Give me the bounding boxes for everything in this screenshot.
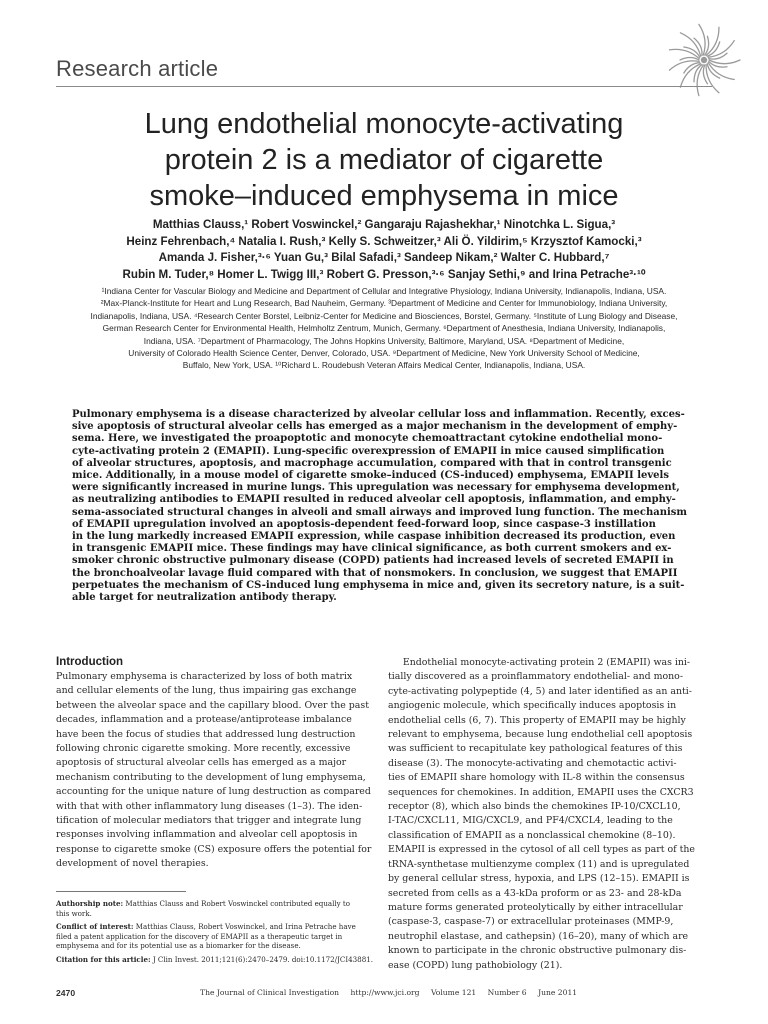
introduction-heading: Introduction [56,656,124,668]
footer-journal-info [200,988,586,997]
body-line: Pulmonary emphysema is characterized by loss of both matrix [56,671,353,682]
note-text: filed a patent application for the discovery of EMAPII as a therapeutic target in [56,931,343,941]
citation-note-label: Citation for this article: [56,954,151,964]
body-line: between the alveolar space and the capillary blood. Over the past [56,699,369,711]
body-line: and cellular elements of the lung, thus impairing gas exchange [56,685,357,697]
logo-ray [680,58,699,60]
logo-ray [684,63,700,73]
jci-starburst-logo-icon [664,20,744,100]
abstract-line: sema. Here, we investigated the proapoptotic and monocyte chemoattractant cytokine endothelial mono- [72,433,663,445]
abstract-line: sema-associated structural changes in alveoli and small airways and improved lung function. The mechanism [72,506,687,518]
footnotes [56,899,376,969]
body-line: disease (3). The monocyte-activating and chemotactic activi- [388,757,677,769]
footer-number: Number 6 [487,988,527,997]
title-line: smoke–induced emphysema in mice [149,180,619,212]
section-label: Research article [56,56,219,81]
body-line: neutrophil elastase, and cathepsin) (16–20), many of which are [388,930,689,942]
author-line: Amanda J. Fisher,³·⁶ Yuan Gu,³ Bilal Safadi,³ Sandeep Nikam,² Walter C. Hubbard,⁷ [158,251,610,265]
body-line: known to participate in the chronic obstructive pulmonary dis- [388,945,687,957]
authorship-note-label: Authorship note: [56,899,124,908]
body-line: have been the focus of studies that addressed lung destruction [56,728,356,740]
body-line: ease (COPD) lung pathobiology (21). [388,959,563,971]
note-text: this work. [56,908,92,918]
body-line: (caspase-3, caspase-7) or extracellular proteinases (MMP-9, [388,916,674,928]
body-line: sequences for chemokines. In addition, EMAPII uses the CXCR3 [388,786,694,798]
body-line: response to cigarette smoke (CS) exposure offers the potential for [56,843,372,855]
title-line: protein 2 is a mediator of cigarette [164,144,604,176]
body-line: decades, inflammation and a protease/antiprotease imbalance [56,714,352,726]
author-list [56,217,712,283]
body-line: secreted from cells as a 43-kDa proform or as 23- and 28-kDa [388,887,682,899]
body-line: with that with other inflammatory lung diseases (1–3). The iden- [56,800,363,812]
article-title [56,106,712,214]
title-line: Lung endothelial monocyte-activating [144,108,624,140]
body-line: receptor (8), which also binds the chemokines IP-10/CXCL10, [388,801,681,813]
logo-ray [697,65,703,96]
abstract-line: in the lung markedly increased EMAPII expression, while caspase inhibition decreased its production, even [72,531,676,543]
author-line: Matthias Clauss,¹ Robert Voswinckel,² Gangaraju Rajashekhar,¹ Ninotchka L. Sigua,³ [152,218,616,231]
author-line: Heinz Fehrenbach,⁴ Natalia I. Rush,³ Kelly S. Schweitzer,³ Ali Ö. Yildirim,⁵ Krzysztof Kamocki,³ [126,234,642,248]
abstract-line: able target for neutralization antibody therapy. [72,592,337,604]
note-text: Matthias Clauss, Robert Voswinckel, and Irina Petrache have [133,922,356,932]
body-line: cyte-activating polypeptide (4, 5) and later identified as an anti- [388,685,692,697]
abstract-line: of alveolar structures, apoptosis, and macrophage accumulation, compared with that in control transgenic [72,457,672,469]
body-line: classification of EMAPII as a nonclassical chemokine (8–10). [388,829,676,841]
affiliation-line: ¹Indiana Center for Vascular Biology and Medicine and Department of Cellular and Integrative Physiology, Indiana University, Indianapolis, Indiana, USA. [101,286,667,296]
body-line: I-TAC/CXCL11, MIG/CXCL9, and PF4/CXCL4, leading to the [388,815,673,827]
note-text: emphysema and for its potential use as a biomarker for the disease. [56,941,301,951]
footer-volume: Volume 121 [430,988,477,997]
affiliation-line: University of Colorado Health Science Center, Denver, Colorado, USA. ⁹Department of Medicine, New York University School of Medicine, [128,348,640,359]
abstract-line: of EMAPII upregulation involved an apoptosis-dependent feed-forward loop, since caspase-3 instillation [72,518,656,530]
abstract-line: sive apoptosis of structural alveolar cells has emerged as a major mechanism in the development of emphy- [72,421,678,433]
affiliation-line: German Research Center for Environmental Health, Helmholtz Zentrum, Munich, Germany. ⁶Department of Anesthesia, Indiana University, Indianapolis, [102,323,666,334]
body-line: was sufficient to recapitulate key pathological features of this [388,743,683,755]
body-line: by general cellular stress, hypoxia, and LPS (12–15). EMAPII is [388,873,690,885]
body-line: mechanism contributing to the development of lung emphysema, [56,771,366,783]
abstract-line: were significantly increased in murine lungs. This upregulation was necessary for emphysema development, [72,482,680,494]
body-line: ties of EMAPII share homology with IL-8 within the consensus [388,772,685,784]
intro-left-column [56,670,378,872]
footer-journal-name: The Journal of Clinical Investigation [200,988,340,997]
abstract-line: mice. Additionally, in a mouse model of cigarette smoke–induced (CS-induced) emphysema, EMAPII levels [72,470,669,482]
conflict-note-label: Conflict of interest: [56,922,134,932]
logo-ray [709,60,740,64]
body-line: mature forms generated proteolytically by either intracellular [388,901,683,913]
abstract [72,409,700,604]
abstract-line: cyte-activating protein 2 (EMAPII). Lung-specific overexpression of EMAPII in mice caused simplification [72,445,665,457]
citation-text: J Clin Invest. 2011;121(6):2470–2479. doi:10.1172/JCI43881. [150,954,373,964]
body-line: relevant to emphysema, because lung endothelial cell apoptosis [388,729,693,741]
header-divider [56,86,712,87]
body-line: accounting for the unique nature of lung destruction as compared [56,786,371,798]
intro-right-column [388,656,714,973]
footer-url-link[interactable]: http://www.jci.org [350,988,420,997]
abstract-line: perpetuates the mechanism of CS-induced lung emphysema in mice and, given its secretory nature, is a suit- [72,579,685,591]
abstract-line: as neutralizing antibodies to EMAPII resulted in reduced alveolar cell apoptosis, inflammation, and emphy- [72,494,676,506]
abstract-line: the bronchoalveolar lavage fluid compared with that of nonsmokers. In conclusion, we suggest that EMAPII [72,567,678,579]
affiliations [40,285,728,372]
abstract-line: in transgenic EMAPII mice. These findings may have clinical significance, as both current smokers and ex- [72,543,672,555]
conflict-of-interest-note [56,922,376,951]
page-footer [56,988,712,1002]
logo-ray [694,38,702,55]
body-line: EMAPII is expressed in the cytosol of all cell types as part of the [388,844,695,856]
note-text: Matthias Clauss and Robert Voswinckel contributed equally to [123,899,351,908]
body-line: tification of molecular mediators that trigger and integrate lung [56,815,362,827]
footnote-divider [56,891,186,892]
affiliation-line: Buffalo, New York, USA. ¹⁰Richard L. Roudebush Veteran Affairs Medical Center, Indianapolis, Indiana, USA. [182,360,586,371]
body-line: tially discovered as a proinflammatory endothelial- and mono- [388,671,683,683]
body-line: angiogenic molecule, which specifically induces apoptosis in [388,700,677,712]
author-line: Rubin M. Tuder,⁸ Homer L. Twigg III,³ Robert G. Presson,³·⁶ Sanjay Sethi,⁹ and Irina Petrache³·¹⁰ [122,267,646,281]
body-line: following chronic cigarette smoking. More recently, excessive [56,743,351,755]
affiliation-line: Indianapolis, Indiana, USA. ⁴Research Center Borstel, Leibniz-Center for Medicine and Biosciences, Borstel, Germany. ⁵Institute of Lung Biology and Disease, [90,310,678,321]
authorship-note [56,899,376,918]
body-line: endothelial cells (6, 7). This property of EMAPII may be highly [388,714,686,726]
body-line: tRNA-synthetase multienzyme complex (11) and is upregulated [388,858,690,870]
affiliation-line: Indiana, USA. ⁷Department of Pharmacology, The Johns Hopkins University, Baltimore, Maryland, USA. ⁸Department of Medicine, [143,335,625,346]
body-line: Endothelial monocyte-activating protein 2 (EMAPII) was ini- [388,657,691,668]
body-line: responses involving inflammation and alveolar cell apoptosis in [56,829,358,841]
abstract-line: Pulmonary emphysema is a disease characterized by alveolar cellular loss and inflammation. Recently, exces- [72,409,685,420]
logo-ray [708,63,734,80]
affiliation-line: ²Max-Planck-Institute for Heart and Lung Research, Bad Nauheim, Germany. ³Department of Medicine and Center for Immunobiology, Indiana University, [100,298,668,309]
abstract-line: smoker chronic obstructive pulmonary disease (COPD) patients had increased levels of secreted EMAPII in [72,555,674,567]
body-line: apoptosis of structural alveolar cells has emerged as a major [56,757,347,769]
body-line: development of novel therapies. [56,858,209,870]
footer-date: June 2011 [538,988,578,997]
page-number: 2470 [56,988,76,998]
citation-note [56,955,376,965]
logo-ray [669,61,699,70]
